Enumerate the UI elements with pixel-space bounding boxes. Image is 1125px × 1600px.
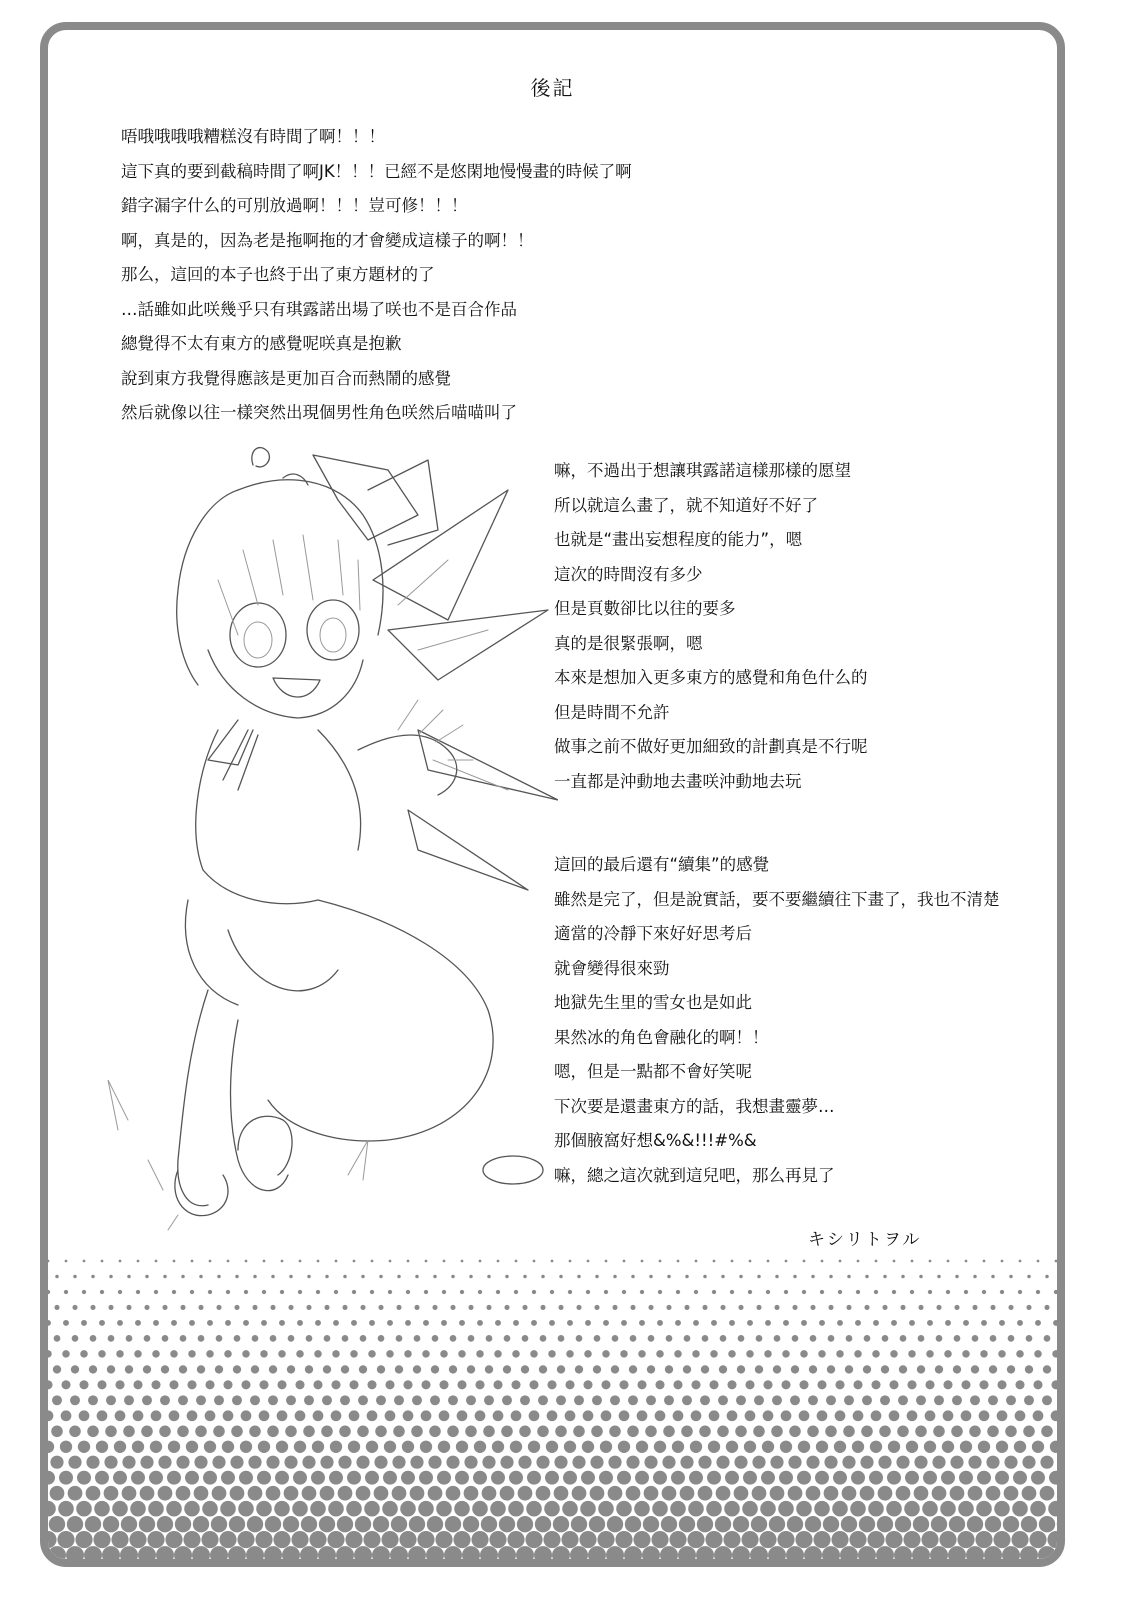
text-line: 說到東方我覺得應該是更加百合而熱鬧的感覺 [121, 368, 451, 388]
text-line: 地獄先生里的雪女也是如此 [554, 993, 752, 1012]
afterword-top-block [121, 120, 632, 431]
text-line: 這下真的要到截稿時間了啊JK！！！已經不是悠閑地慢慢畫的時候了啊 [121, 161, 632, 181]
text-line: 嗯，但是一點都不會好笑呢 [554, 1062, 752, 1081]
text-line: 所以就這么畫了，就不知道好不好了 [554, 495, 818, 515]
text-line: 做事之前不做好更加細致的計劃真是不行呢 [554, 737, 868, 756]
halftone-dot-pattern [48, 1255, 1057, 1567]
page-frame [40, 22, 1065, 1567]
text-line: 果然冰的角色會融化的啊！！ [554, 1027, 769, 1047]
text-line: 雖然是完了，但是說實話，要不要繼續往下畫了，我也不清楚 [554, 889, 1000, 909]
text-line: 那個腋窩好想&%&!!!#%& [554, 1131, 757, 1150]
text-line: 錯字漏字什么的可別放過啊！！！豈可修！！！ [121, 196, 468, 215]
text-line: 就會變得很來勁 [554, 958, 670, 978]
text-line: 也就是“畫出妄想程度的能力”，嗯 [554, 530, 803, 549]
text-line: 一直都是沖動地去畫咲沖動地去玩 [554, 771, 802, 791]
text-line: 嘛，不過出于想讓琪露諾這樣那樣的愿望 [554, 461, 851, 480]
afterword-right-block-2 [554, 848, 1000, 1193]
text-line: …話雖如此咲幾乎只有琪露諾出場了咲也不是百合作品 [121, 299, 517, 319]
text-line: 下次要是還畫東方的話，我想畫靈夢… [554, 1096, 835, 1116]
text-line: 這回的最后還有“續集”的感覺 [554, 855, 770, 874]
text-line: 嘛，總之這次就到這兒吧，那么再見了 [554, 1165, 835, 1185]
text-line: 啊，真是的，因為老是拖啊拖的才會變成這樣子的啊！！ [121, 230, 534, 250]
page-title: 後記 [530, 76, 575, 100]
text-line: 那么，這回的本子也終于出了東方題材的了 [121, 265, 435, 284]
text-line: 本來是想加入更多東方的感覺和角色什么的 [554, 668, 868, 687]
text-line: 但是時間不允許 [554, 702, 670, 722]
text-line: 然后就像以往一樣突然出現個男性角色咲然后喵喵叫了 [121, 403, 517, 422]
text-line: 真的是很緊張啊，嗯 [554, 633, 703, 653]
afterword-right-block-1 [554, 454, 868, 799]
text-line: 適當的冷靜下來好好思考后 [554, 924, 752, 943]
author-signature: キシリトヲル [808, 1230, 922, 1250]
text-line: 這次的時間沒有多少 [554, 564, 703, 584]
text-line: 唔哦哦哦哦糟糕沒有時間了啊！！！ [121, 127, 385, 146]
character-sketch-illustration [88, 430, 558, 1240]
text-line: 總覺得不太有東方的感覺呢咲真是抱歉 [121, 334, 402, 353]
text-line: 但是頁數卻比以往的要多 [554, 599, 736, 618]
